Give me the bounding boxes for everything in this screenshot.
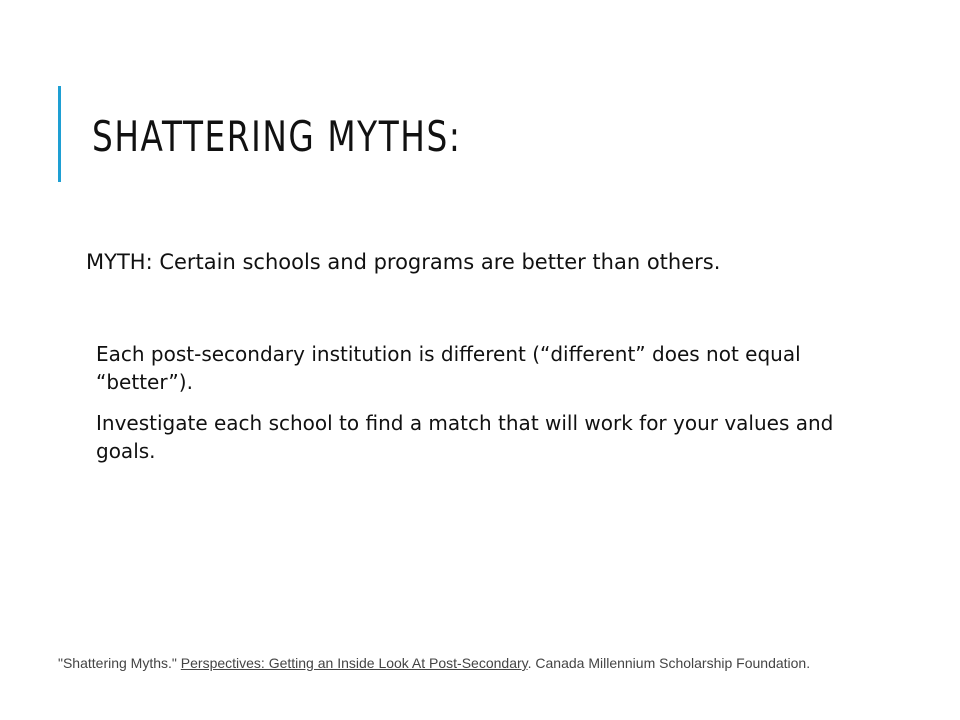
citation-suffix: . Canada Millennium Scholarship Foundation. (527, 655, 811, 671)
citation-prefix: "Shattering Myths." (58, 655, 181, 671)
point-item: Investigate each school to find a match that will work for your values and goals. (96, 411, 834, 463)
citation-link[interactable]: Perspectives: Getting an Inside Look At Post-Secondary (180, 655, 528, 671)
myth-statement: MYTH: Certain schools and programs are better than others. (86, 250, 721, 274)
point-item: Each post-secondary institution is different (“different” does not equal “better”). (96, 342, 801, 394)
points-list (96, 340, 856, 478)
title-accent-bar (58, 86, 61, 182)
citation (58, 654, 810, 672)
slide-title: SHATTERING MYTHS: (92, 112, 462, 161)
